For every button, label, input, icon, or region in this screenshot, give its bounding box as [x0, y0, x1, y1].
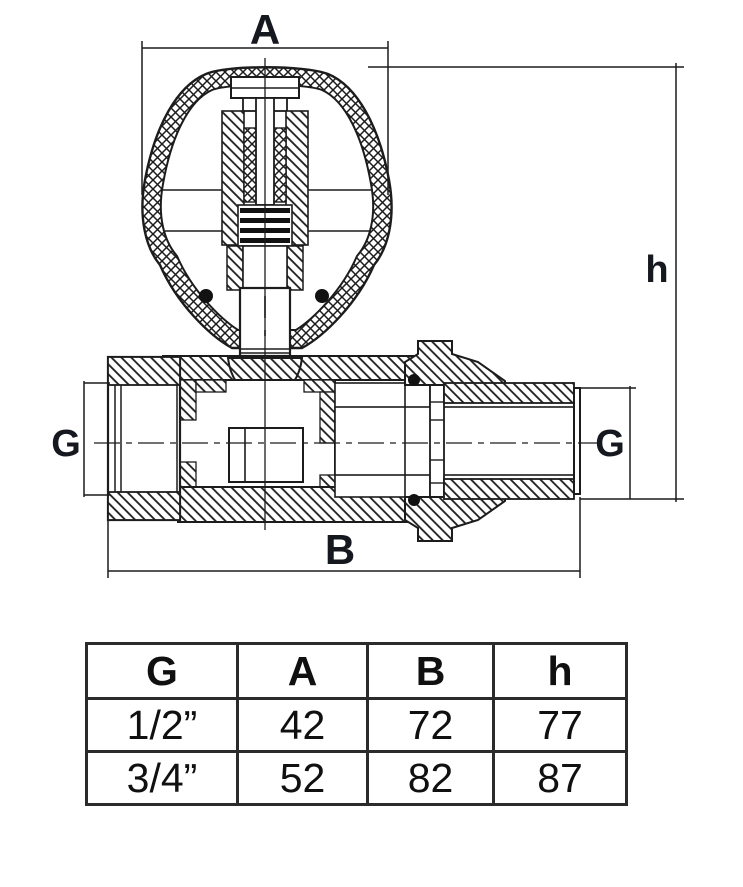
union-nut-bottom — [405, 497, 505, 541]
dimension-table — [85, 642, 628, 806]
table-header-row — [87, 644, 627, 699]
chamber-wall — [180, 462, 196, 487]
header-cell-G: G — [87, 644, 238, 699]
cell-B-value: 72 — [368, 699, 494, 752]
cell-h-value: 77 — [494, 699, 627, 752]
cell-A-value: 52 — [238, 752, 368, 805]
o-ring-seal-left — [199, 289, 213, 303]
label-G-left: G — [51, 423, 81, 465]
cell-size: 3/4” — [87, 752, 238, 805]
union-nut-top — [405, 341, 505, 385]
tailpiece-end — [574, 388, 580, 494]
gland-flank-left — [227, 246, 243, 290]
left-nut-top-band — [108, 357, 180, 385]
valve-seat-block — [229, 428, 303, 482]
chamber-wall — [304, 380, 335, 392]
union-seal-bottom — [408, 494, 420, 506]
tailpiece-bore — [335, 407, 580, 475]
o-ring-seal-right — [315, 289, 329, 303]
cell-h-value: 87 — [494, 752, 627, 805]
cell-size: 1/2” — [87, 699, 238, 752]
table-row — [87, 752, 627, 805]
header-cell-A: A — [238, 644, 368, 699]
cell-A-value: 42 — [238, 699, 368, 752]
chamber-wall — [180, 380, 196, 420]
header-cell-h: h — [494, 644, 627, 699]
left-nut-bottom-band — [108, 492, 180, 520]
tailpiece-bottom-band — [444, 479, 574, 499]
chamber-wall — [320, 475, 335, 487]
table-row — [87, 699, 627, 752]
label-B: B — [324, 526, 356, 573]
cell-B-value: 82 — [368, 752, 494, 805]
tailpiece-top-band — [444, 383, 574, 403]
left-port-nut — [108, 357, 180, 520]
union-seal-top — [408, 374, 420, 386]
label-h: h — [645, 249, 669, 291]
label-A: A — [249, 6, 281, 53]
chamber-wall — [320, 392, 335, 443]
gland-flank-right — [287, 246, 303, 290]
label-G-right: G — [595, 423, 625, 465]
header-cell-B: B — [368, 644, 494, 699]
chamber-wall — [196, 380, 226, 392]
